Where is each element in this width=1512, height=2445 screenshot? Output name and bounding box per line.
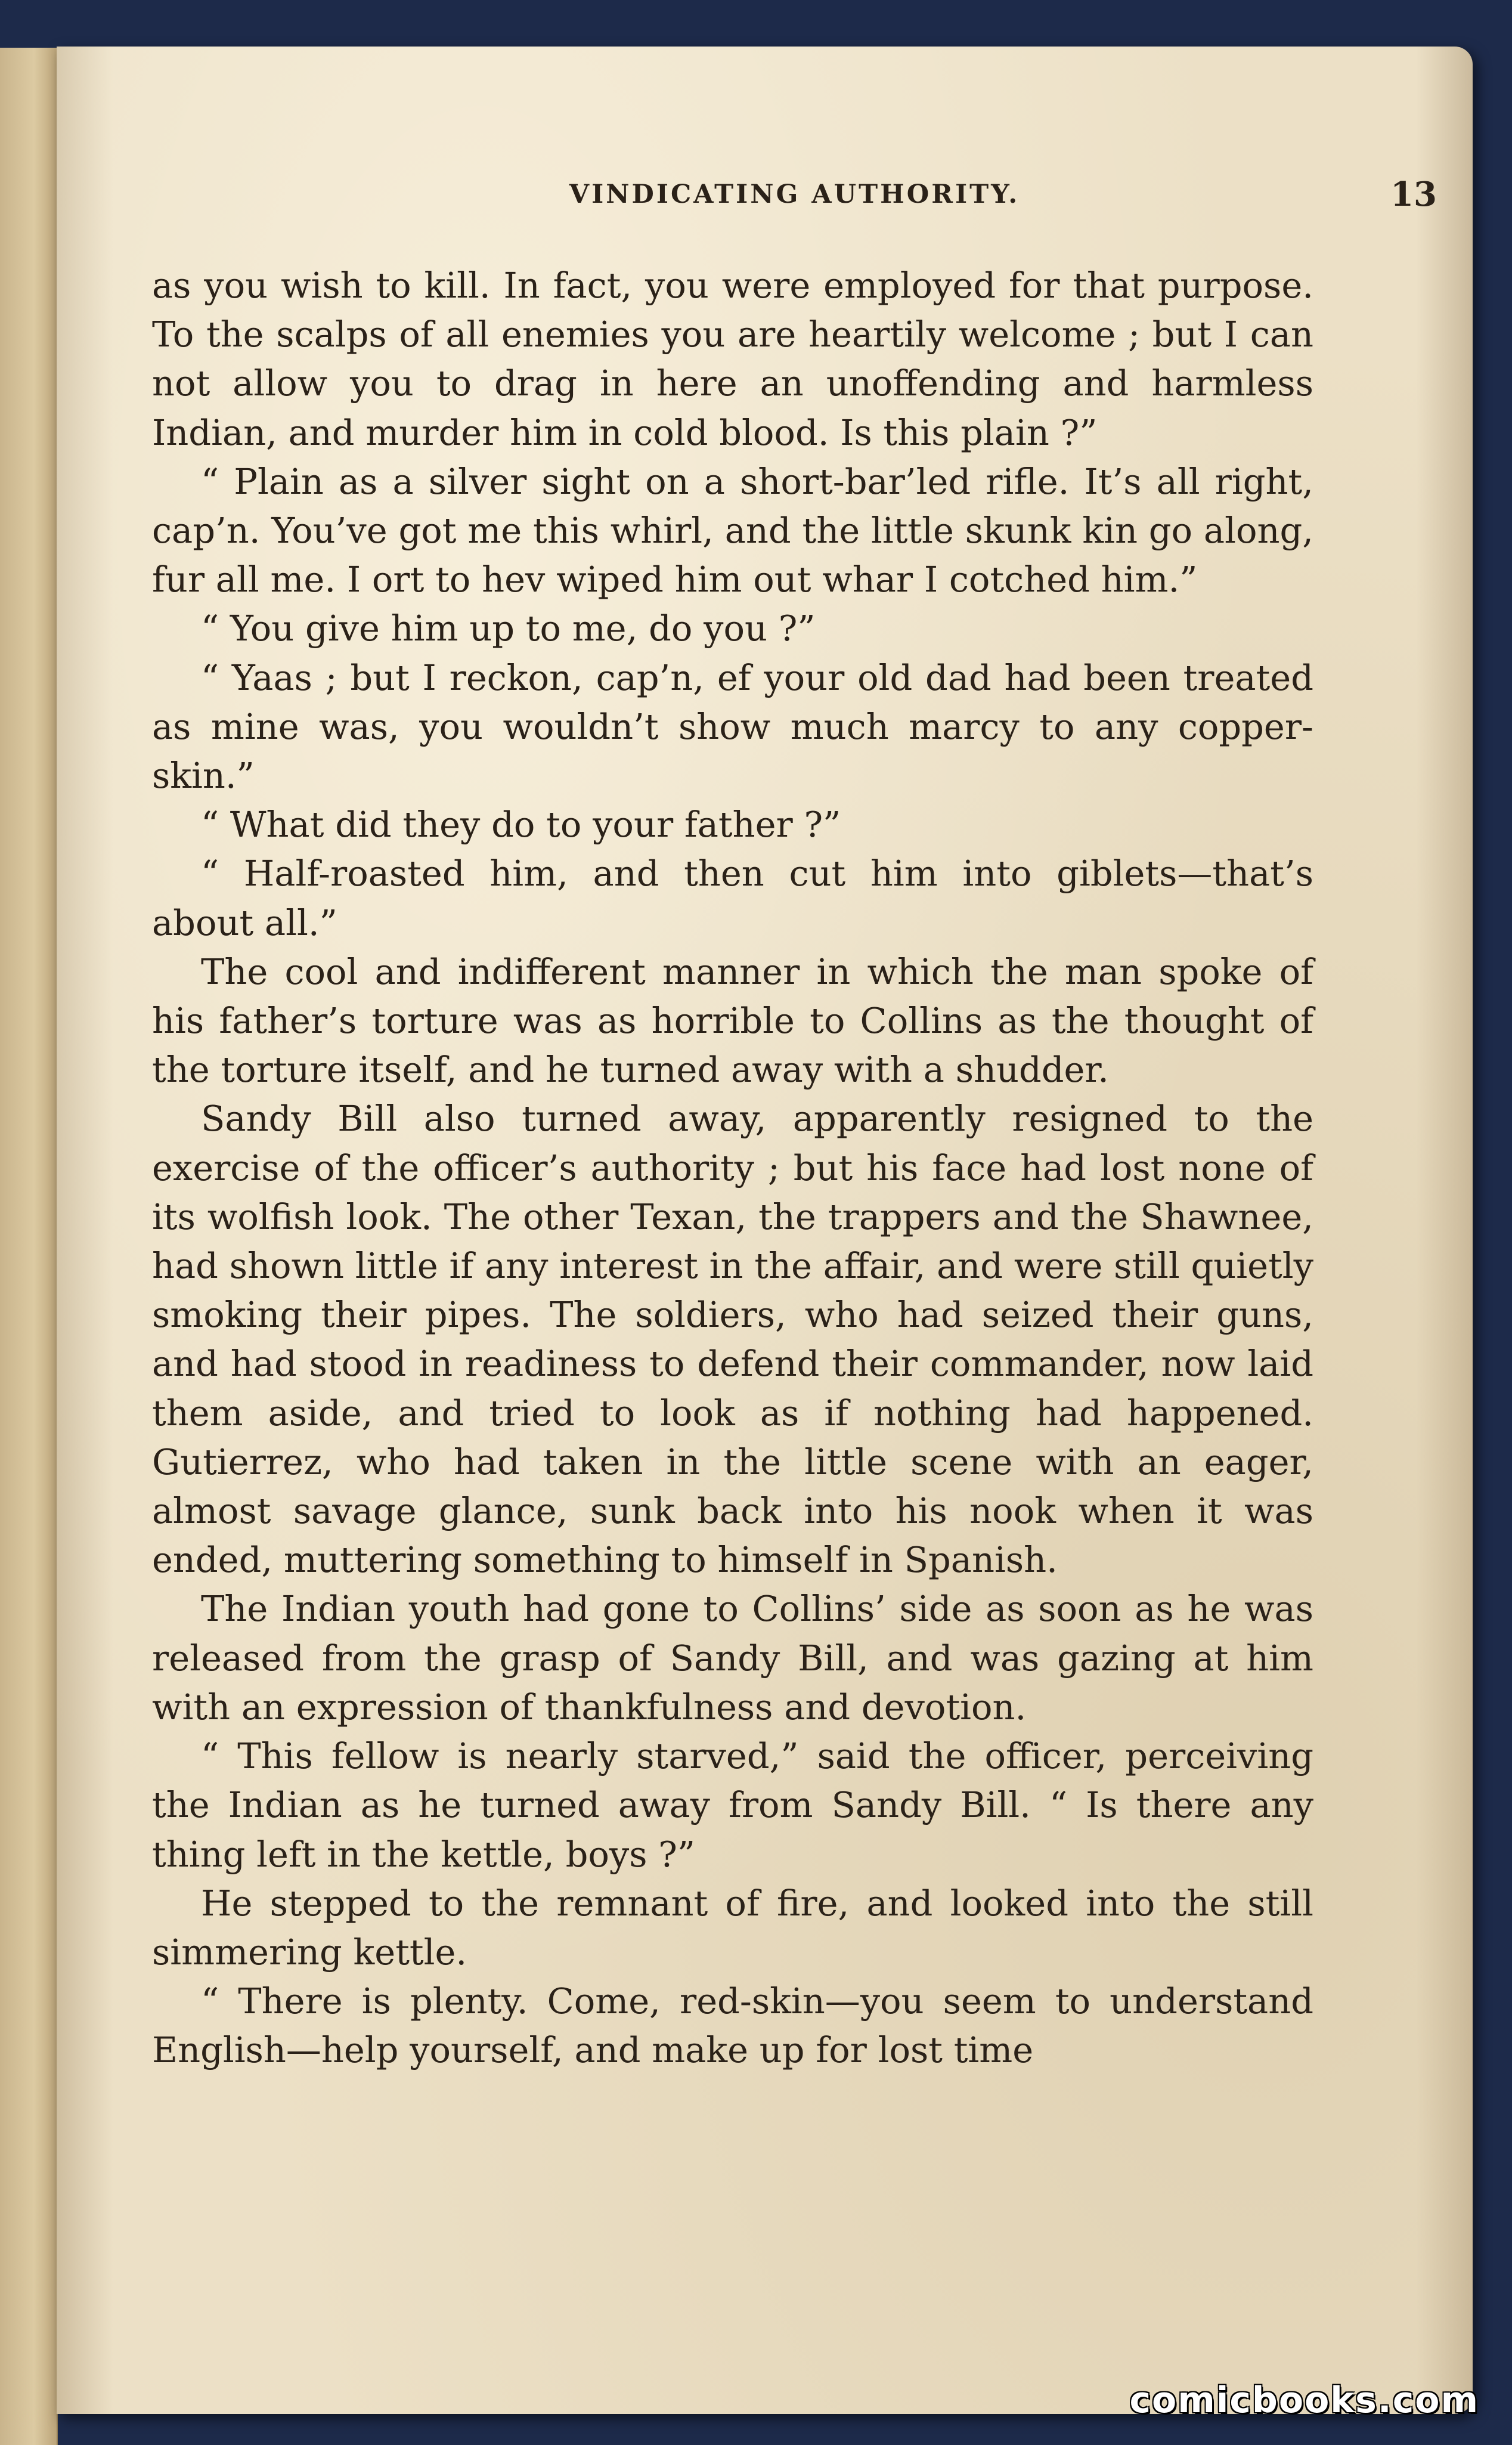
- book-page: [57, 47, 1473, 2414]
- paragraph: “ What did they do to your father ?”: [201, 804, 841, 846]
- paragraph: “ You give him up to me, do you ?”: [201, 608, 816, 649]
- watermark: comicbooks.com: [1129, 2379, 1479, 2421]
- body-text: [152, 261, 1313, 2075]
- page-header: [152, 175, 1437, 216]
- paragraph: The cool and indifferent manner in which the man spoke of his father’s torture was as horrible to Collins as the thought of the torture itself, and he turned away with a shudder.: [152, 951, 1313, 1091]
- paragraph: “ Yaas ; but I reckon, cap’n, ef your old dad had been treated as mine was, you wouldn’t show much marcy to any copper-skin.”: [152, 657, 1313, 797]
- paragraph: The Indian youth had gone to Collins’ side as soon as he was released from the grasp of Sandy Bill, and was gazing at him with an expression of thankfulness and devotion.: [152, 1588, 1313, 1728]
- paragraph: He stepped to the remnant of fire, and looked into the still simmering kettle.: [152, 1882, 1313, 1973]
- book-spine-edge: [0, 48, 58, 2445]
- paragraph: Sandy Bill also turned away, apparently resigned to the exercise of the officer’s authority ; but his face had lost none of its wolfish look. The other Texan, the trappers and the Shawnee, had shown little if any interest in the affair, and were still quietly smoking their pipes. The soldiers, who had seized their guns, and had stood in readiness to defend their commander, now laid them aside, and tried to look as if nothing had happened. Gutierrez, who had taken in the little scene with an eager, almost savage glance, sunk back into his nook when it was ended, muttering something to himself in Spanish.: [152, 1098, 1313, 1581]
- paragraph: “ This fellow is nearly starved,” said the officer, perceiving the Indian as he turned away from Sandy Bill. “ Is there any thing left in the kettle, boys ?”: [152, 1735, 1313, 1875]
- page-number: 13: [1390, 175, 1437, 214]
- paragraph: “ Half-roasted him, and then cut him into giblets—that’s about all.”: [152, 853, 1313, 943]
- running-head: VINDICATING AUTHORITY.: [569, 179, 1020, 209]
- paragraph: “ There is plenty. Come, red-skin—you seem to understand English—help yourself, and make up for lost time: [152, 1980, 1313, 2071]
- paragraph: “ Plain as a silver sight on a short-bar’led rifle. It’s all right, cap’n. You’ve got me this whirl, and the little skunk kin go along, fur all me. I ort to hev wiped him out whar I cotched him.”: [152, 460, 1313, 601]
- paragraph: as you wish to kill. In fact, you were employed for that purpose. To the scalps of all enemies you are heartily welcome ; but I can not allow you to drag in here an unoffending and harmless Indian, and murder him in cold blood. Is this plain ?”: [152, 265, 1313, 453]
